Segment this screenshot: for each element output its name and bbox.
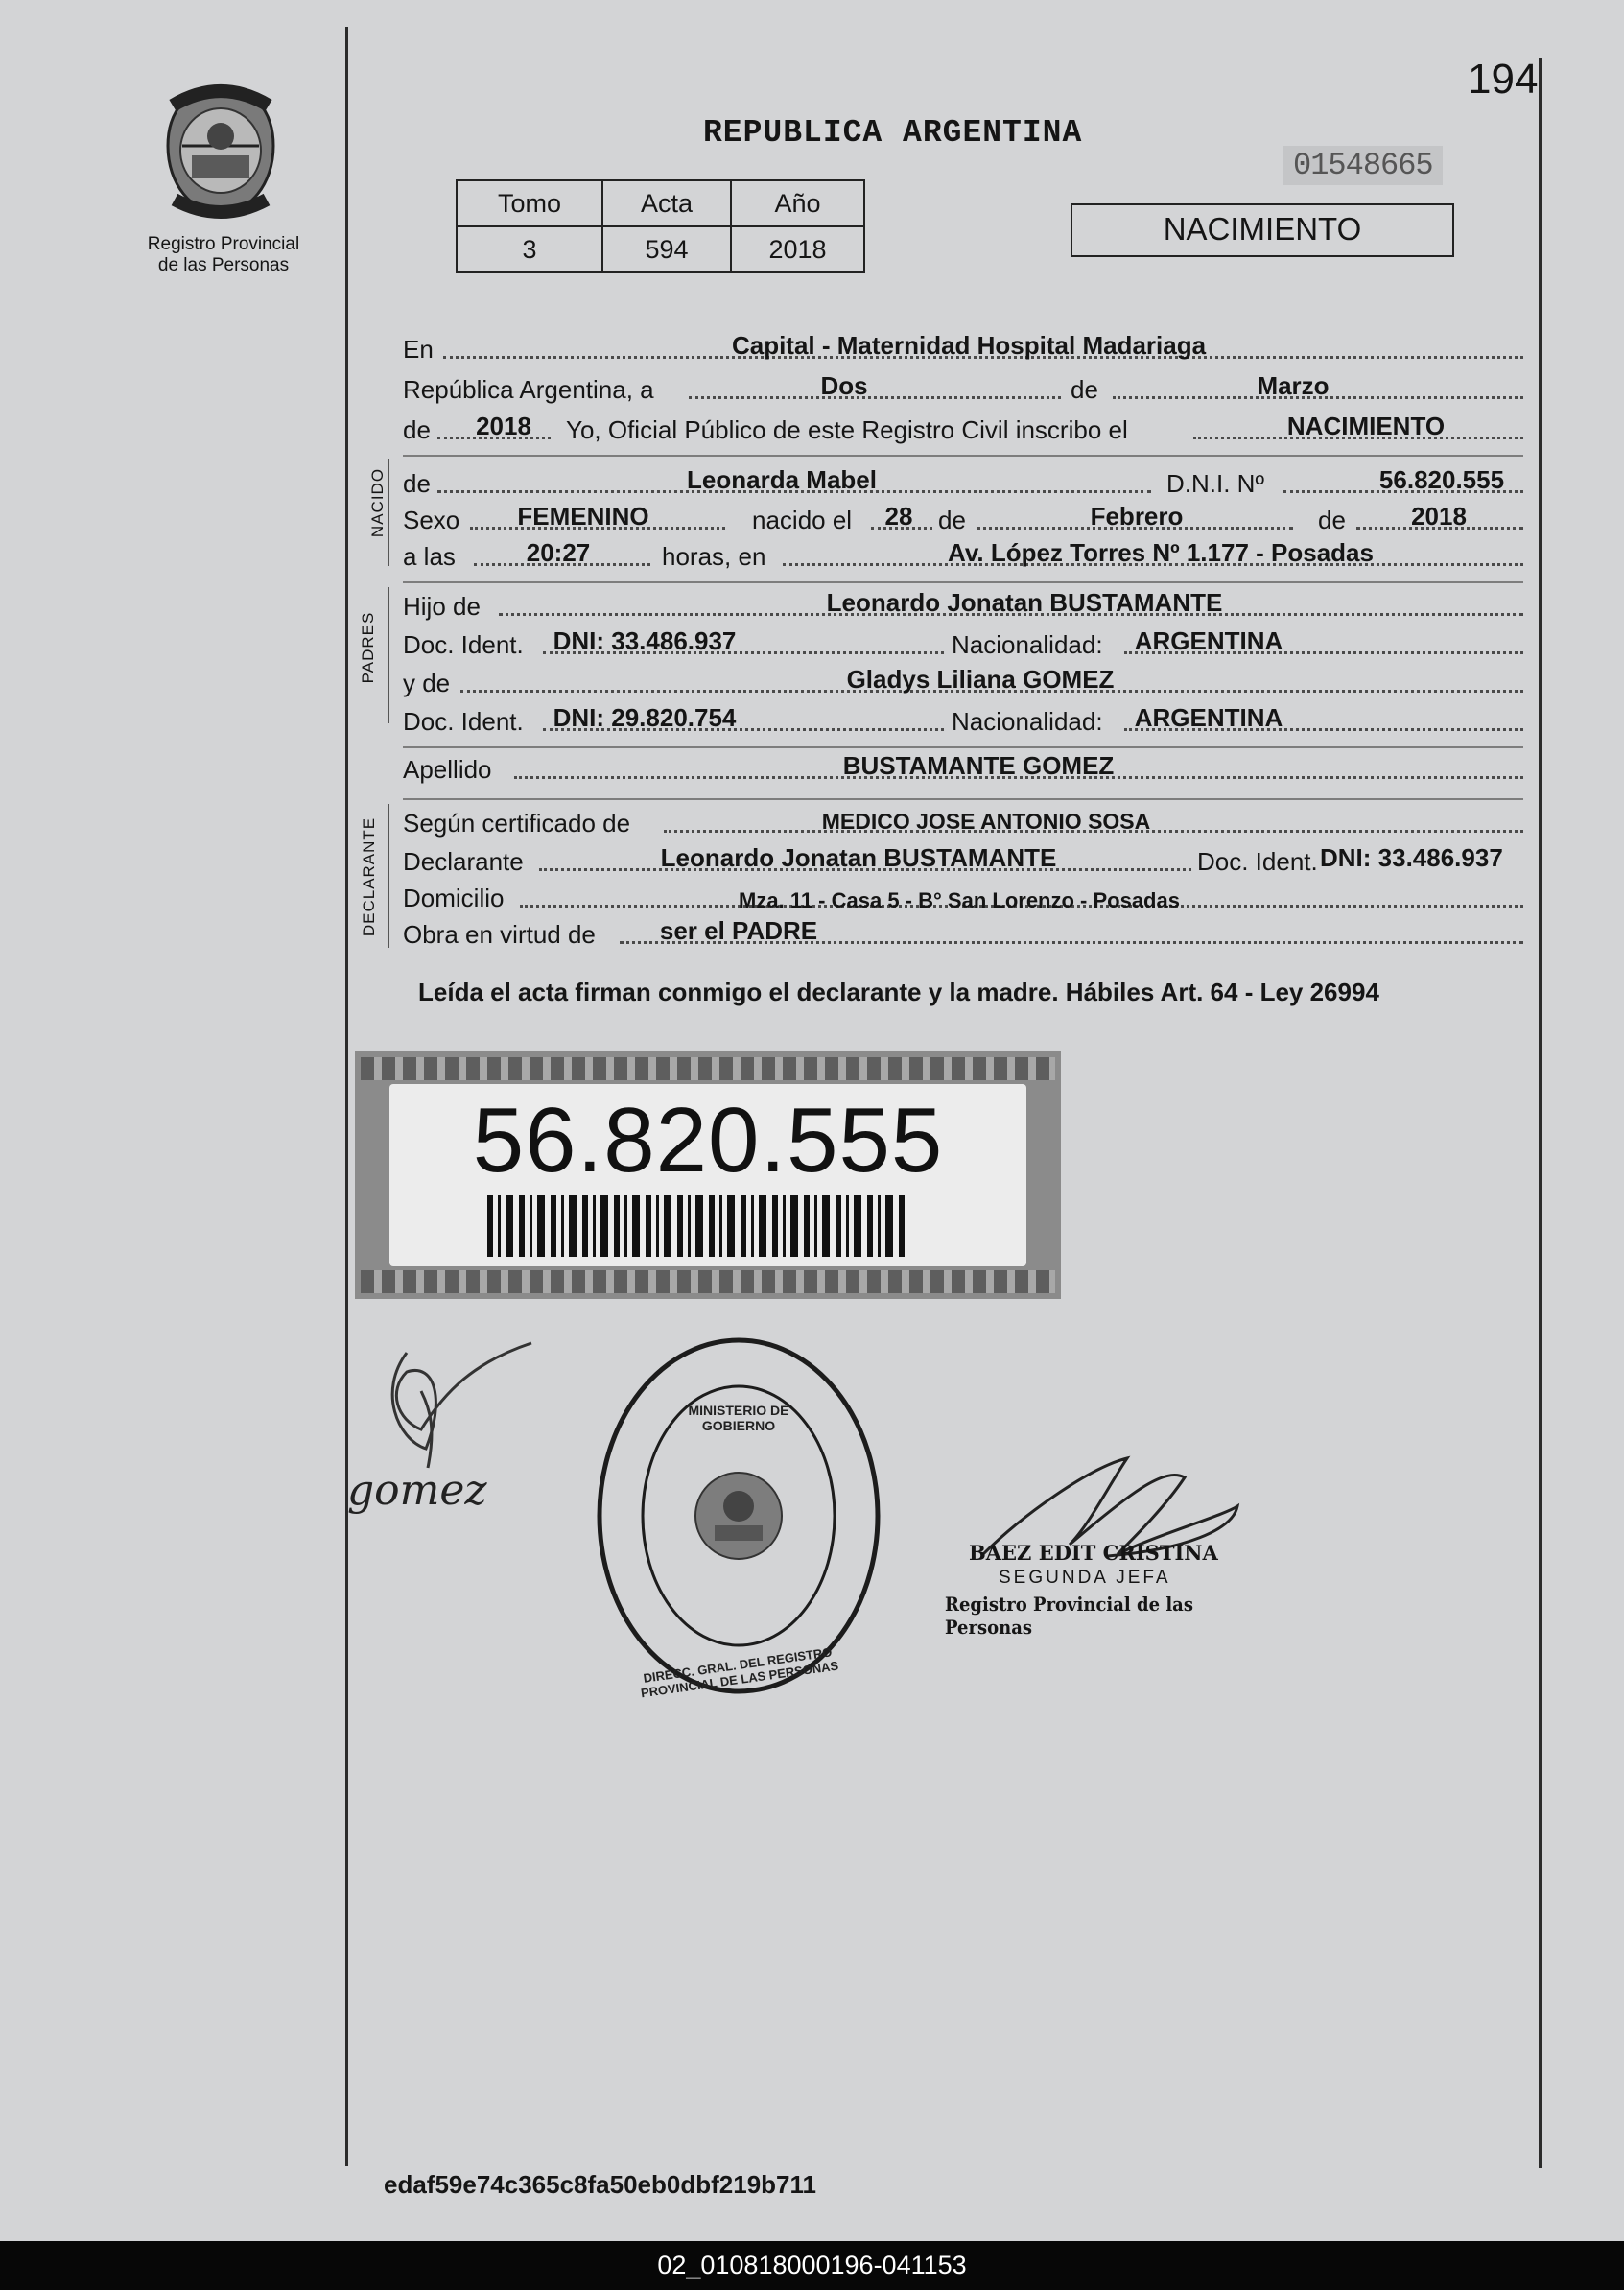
field-row-mother <box>403 664 1523 700</box>
official-org: Registro Provincial de las Personas <box>945 1593 1193 1639</box>
document-title: REPUBLICA ARGENTINA <box>703 115 1083 151</box>
left-signature <box>340 1334 560 1545</box>
legal-text: Leída el acta firman conmigo el declarante y la madre. Hábiles Art. 64 - Ley 26994 <box>418 978 1379 1006</box>
birth-place: Av. López Torres Nº 1.177 - Posadas <box>948 538 1374 567</box>
hijo-de-label: Hijo de <box>403 592 481 621</box>
dotted-leader <box>689 396 1061 399</box>
registration-year: 2018 <box>476 412 531 440</box>
record-table-header: Año <box>731 180 864 226</box>
registry-caption-line2: de las Personas <box>157 255 290 275</box>
de-label: de <box>403 415 431 444</box>
father-name: Leonardo Jonatan BUSTAMANTE <box>826 588 1223 617</box>
horas-label: horas, en <box>662 542 766 571</box>
obra-label: Obra en virtud de <box>403 920 596 949</box>
field-row-certificate <box>403 804 1523 840</box>
declarant-name: Leonardo Jonatan BUSTAMANTE <box>660 843 1057 872</box>
field-row-date <box>403 370 1523 407</box>
section-divider <box>403 746 1523 748</box>
y-de-label: y de <box>403 669 451 697</box>
child-name: Leonarda Mabel <box>687 465 877 494</box>
birth-month: Febrero <box>1090 502 1184 531</box>
field-row-address <box>403 879 1523 915</box>
field-row-en <box>403 330 1523 366</box>
record-table-cell: 2018 <box>731 226 864 272</box>
field-row-relation <box>403 915 1523 952</box>
section-divider <box>403 798 1523 800</box>
birth-time: 20:27 <box>526 538 591 567</box>
stamp-outer-text: DIRECC. GRAL. DEL REGISTRO PROVINCIAL DE LAS PERSONAS <box>640 1644 839 1701</box>
record-type-box: NACIMIENTO <box>1071 203 1454 257</box>
field-row-mother-doc <box>403 702 1523 739</box>
de-label: de <box>1071 375 1098 404</box>
field-row-name <box>403 464 1523 501</box>
de-label: de <box>938 506 966 534</box>
en-label: En <box>403 335 434 364</box>
field-row-year <box>403 411 1523 447</box>
official-title: SEGUNDA JEFA <box>999 1568 1171 1588</box>
record-table-header: Tomo <box>457 180 602 226</box>
coat-of-arms-icon <box>153 79 288 221</box>
father-nationality: ARGENTINA <box>1134 626 1283 655</box>
field-row-father-doc <box>403 626 1523 662</box>
surname: BUSTAMANTE GOMEZ <box>842 751 1115 780</box>
declarant-address: Mza. 11 - Casa 5 - B° San Lorenzo - Posadas <box>739 888 1180 912</box>
record-table <box>456 179 865 273</box>
page-number: 194 <box>1468 56 1539 103</box>
section-label-declarante: DECLARANTE <box>360 816 378 937</box>
section-divider <box>403 455 1523 457</box>
sticker-dni-number: 56.820.555 <box>472 1089 944 1192</box>
sexo-label: Sexo <box>403 506 460 534</box>
record-table-header-row <box>457 180 864 226</box>
place-of-registration: Capital - Maternidad Hospital Madariaga <box>731 331 1207 360</box>
province-logo <box>153 79 288 221</box>
section-label-padres: PADRES <box>359 611 377 684</box>
sticker-guilloche-top <box>361 1057 1055 1080</box>
child-sex: FEMENINO <box>517 502 649 531</box>
record-table-value-row <box>457 226 864 272</box>
mother-doc: DNI: 29.820.754 <box>553 703 737 732</box>
official-signature <box>945 1449 1271 1641</box>
a-las-label: a las <box>403 542 456 571</box>
act-type: NACIMIENTO <box>1286 412 1446 440</box>
section-bracket-nacido <box>388 459 389 566</box>
record-table-header: Acta <box>602 180 731 226</box>
field-row-father <box>403 587 1523 624</box>
official-name: BAEZ EDIT CRISTINA <box>969 1541 1218 1565</box>
father-doc: DNI: 33.486.937 <box>553 626 737 655</box>
footer-bar: 02_010818000196-041153 <box>0 2241 1624 2290</box>
declarant-relation: ser el PADRE <box>659 916 818 945</box>
section-bracket-declarante <box>388 804 389 948</box>
field-row-declarant <box>403 842 1523 879</box>
field-row-sex <box>403 501 1523 537</box>
apellido-label: Apellido <box>403 755 492 784</box>
certificado-label: Según certificado de <box>403 809 631 838</box>
nacionalidad-label: Nacionalidad: <box>952 630 1103 659</box>
doc-ident-label: Doc. Ident. <box>403 707 524 736</box>
official-stamp <box>595 1334 883 1701</box>
registration-month: Marzo <box>1257 371 1330 400</box>
certificate-issuer: MEDICO JOSE ANTONIO SOSA <box>821 809 1151 834</box>
registry-caption <box>123 234 324 276</box>
left-signature-text: gomez <box>347 1466 487 1515</box>
sticker-guilloche-bottom <box>361 1270 1055 1293</box>
dni-sticker <box>355 1051 1061 1299</box>
mother-name: Gladys Liliana GOMEZ <box>846 665 1115 694</box>
field-row-surname <box>403 750 1523 787</box>
birth-day: 28 <box>884 502 913 531</box>
left-margin-line <box>345 27 348 2166</box>
domicilio-label: Domicilio <box>403 884 505 912</box>
de-label: de <box>403 469 431 498</box>
declarant-doc: DNI: 33.486.937 <box>1320 843 1503 872</box>
doc-ident-label: Doc. Ident. <box>1197 847 1318 876</box>
document-hash: edaf59e74c365c8fa50eb0dbf219b711 <box>384 2170 816 2199</box>
section-bracket-padres <box>388 587 389 723</box>
de-label: de <box>1318 506 1346 534</box>
registry-caption-line1: Registro Provincial <box>147 234 300 254</box>
nacionalidad-label: Nacionalidad: <box>952 707 1103 736</box>
dni-label: D.N.I. Nº <box>1166 469 1264 498</box>
record-table-cell: 594 <box>602 226 731 272</box>
barcode <box>487 1195 909 1257</box>
right-margin-line <box>1539 58 1542 2168</box>
republica-label: República Argentina, a <box>403 375 654 404</box>
section-divider <box>403 581 1523 583</box>
birth-year: 2018 <box>1411 502 1467 531</box>
field-row-time <box>403 537 1523 574</box>
nacido-el-label: nacido el <box>752 506 853 534</box>
section-label-nacido: NACIDO <box>368 467 387 538</box>
record-table-cell: 3 <box>457 226 602 272</box>
child-dni: 56.820.555 <box>1378 465 1505 494</box>
registration-day: Dos <box>820 371 868 400</box>
officer-text: Yo, Oficial Público de este Registro Civil inscribo el <box>566 415 1128 444</box>
doc-ident-label: Doc. Ident. <box>403 630 524 659</box>
declarante-label: Declarante <box>403 847 524 876</box>
mother-nationality: ARGENTINA <box>1134 703 1283 732</box>
serial-number: 01548665 <box>1283 146 1443 185</box>
stamp-inner-text: MINISTERIO DE GOBIERNO <box>688 1403 789 1433</box>
